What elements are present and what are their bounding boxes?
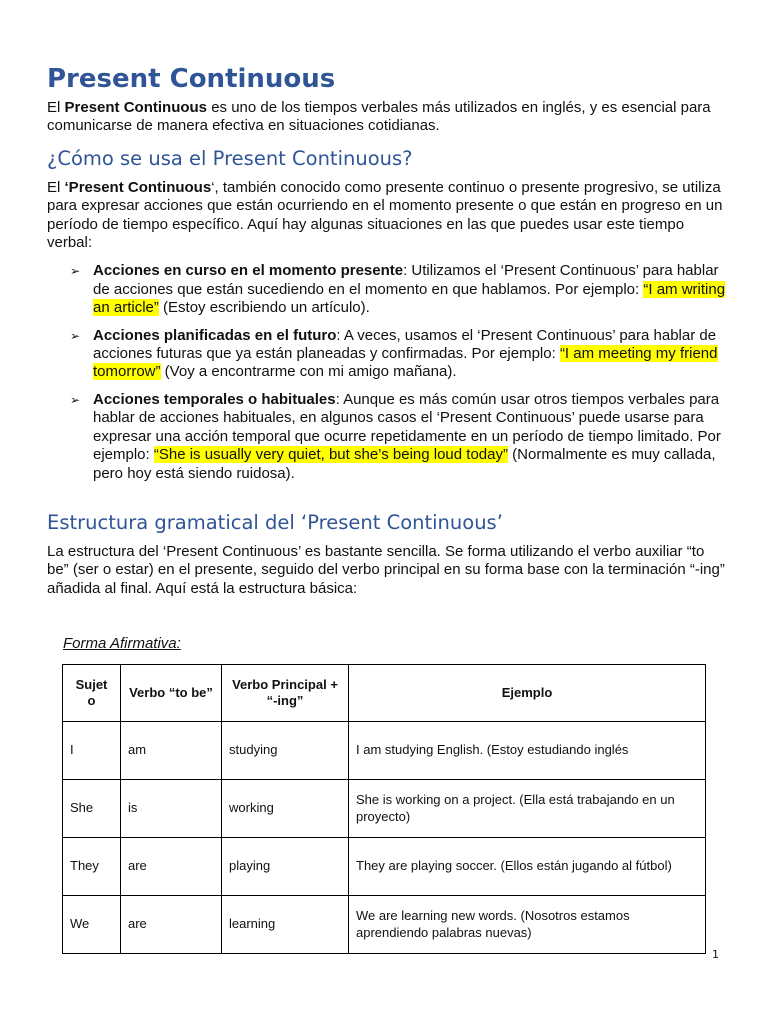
cell-main-verb: learning xyxy=(222,896,349,954)
cell-to-be: are xyxy=(121,896,222,954)
cell-to-be: is xyxy=(121,780,222,838)
cell-main-verb: studying xyxy=(222,722,349,780)
intro-bold-term: Present Continuous xyxy=(64,99,208,116)
page-number: 1 xyxy=(712,948,719,961)
cell-subject: They xyxy=(63,838,121,896)
table-header-row xyxy=(63,665,706,722)
bullet-highlighted-example: “I am writing an article” xyxy=(93,280,726,317)
bullet-text: : A veces, usamos el ‘Present Continuous’ para hablar de acciones futuras que ya están planeadas y confirmadas. Por ejemplo: xyxy=(93,326,717,363)
header-main-verb: Verbo Principal + “-ing” xyxy=(222,665,349,722)
cell-example: We are learning new words. (Nosotros estamos aprendiendo palabras nuevas) xyxy=(349,896,706,954)
table-row xyxy=(63,896,706,954)
arrow-bullet-icon: ➢ xyxy=(70,264,81,279)
section-uso-paragraph xyxy=(47,179,727,253)
cell-subject: I xyxy=(63,722,121,780)
bullet-translation: (Normalmente es muy callada, pero hoy está siendo ruidosa). xyxy=(93,446,716,482)
bullet-highlighted-example: “She is usually very quiet, but she’s being loud today” xyxy=(153,446,508,464)
header-to-be: Verbo “to be” xyxy=(121,665,222,722)
bullet-item xyxy=(70,326,727,382)
section-heading-uso: ¿Cómo se usa el Present Continuous? xyxy=(47,146,413,170)
intro-paragraph xyxy=(47,99,727,136)
cell-subject: She xyxy=(63,780,121,838)
header-subject: Sujet o xyxy=(63,665,121,722)
document-page xyxy=(47,62,727,954)
cell-example: They are playing soccer. (Ellos están jugando al fútbol) xyxy=(349,838,706,896)
bullet-bold: Acciones temporales o habituales xyxy=(93,390,336,408)
uso-bold-term: ‘Present Continuous xyxy=(64,178,212,196)
document-title: Present Continuous xyxy=(47,64,336,94)
usage-bullet-list xyxy=(47,262,727,482)
arrow-bullet-icon: ➢ xyxy=(70,328,81,343)
uso-text-1: El xyxy=(47,178,65,196)
cell-main-verb: playing xyxy=(222,838,349,896)
table-row xyxy=(63,722,706,780)
bullet-translation: (Estoy escribiendo un artículo). xyxy=(158,299,370,317)
uso-text-2: ‘, también conocido como presente continuo o presente progresivo, se utiliza para expresar acciones que están ocurriendo en el momento presente o que están en progreso en un período de tiempo específico. Aquí hay algunas situaciones en las que puedes usar este tiempo verbal: xyxy=(47,178,723,252)
section-estructura-paragraph: La estructura del ‘Present Continuous’ es bastante sencilla. Se forma utilizando el verbo auxiliar “to be” (ser o estar) en el presente, seguido del verbo principal en su forma base con la terminación “-ing” añadida al final. Aquí está la estructura básica: xyxy=(47,542,725,597)
bullet-highlighted-example: “I am meeting my friend tomorrow” xyxy=(93,345,718,381)
section-heading-estructura: Estructura gramatical del ‘Present Continuous’ xyxy=(47,510,503,534)
table-row xyxy=(63,838,706,896)
header-example: Ejemplo xyxy=(349,665,706,722)
cell-example: I am studying English. (Estoy estudiando inglés xyxy=(349,722,706,780)
bullet-translation: (Voy a encontrarme con mi amigo mañana). xyxy=(160,363,457,381)
bullet-item xyxy=(70,262,727,317)
arrow-bullet-icon: ➢ xyxy=(70,392,81,407)
intro-text-1: El xyxy=(47,99,65,116)
bullet-text: : Utilizamos el ‘Present Continuous’ para hablar de acciones que están sucediendo en el momento en que hablamos. Por ejemplo: xyxy=(93,262,719,298)
cell-subject: We xyxy=(63,896,121,954)
intro-text-2: es uno de los tiempos verbales más utilizados en inglés, y es esencial para comunicarse de manera efectiva en situaciones cotidianas. xyxy=(47,99,711,135)
cell-example: She is working on a project. (Ella está trabajando en un proyecto) xyxy=(349,780,706,838)
cell-main-verb: working xyxy=(222,780,349,838)
cell-to-be: am xyxy=(121,722,222,780)
bullet-item xyxy=(70,390,727,483)
cell-to-be: are xyxy=(121,838,222,896)
affirmative-form-table xyxy=(62,664,706,954)
bullet-text: : Aunque es más común usar otros tiempos verbales para hablar de acciones habituales, en algunos casos el ‘Present Continuous’ puede usarse para expresar una acción temporal que ocurre repetidamente en un período de tiempo limitado. Por ejemplo: xyxy=(93,390,721,464)
bullet-bold: Acciones en curso en el momento presente xyxy=(93,262,404,280)
bullet-bold: Acciones planificadas en el futuro xyxy=(93,326,337,344)
forma-afirmativa-label: Forma Afirmativa: xyxy=(63,635,181,653)
table-row xyxy=(63,780,706,838)
